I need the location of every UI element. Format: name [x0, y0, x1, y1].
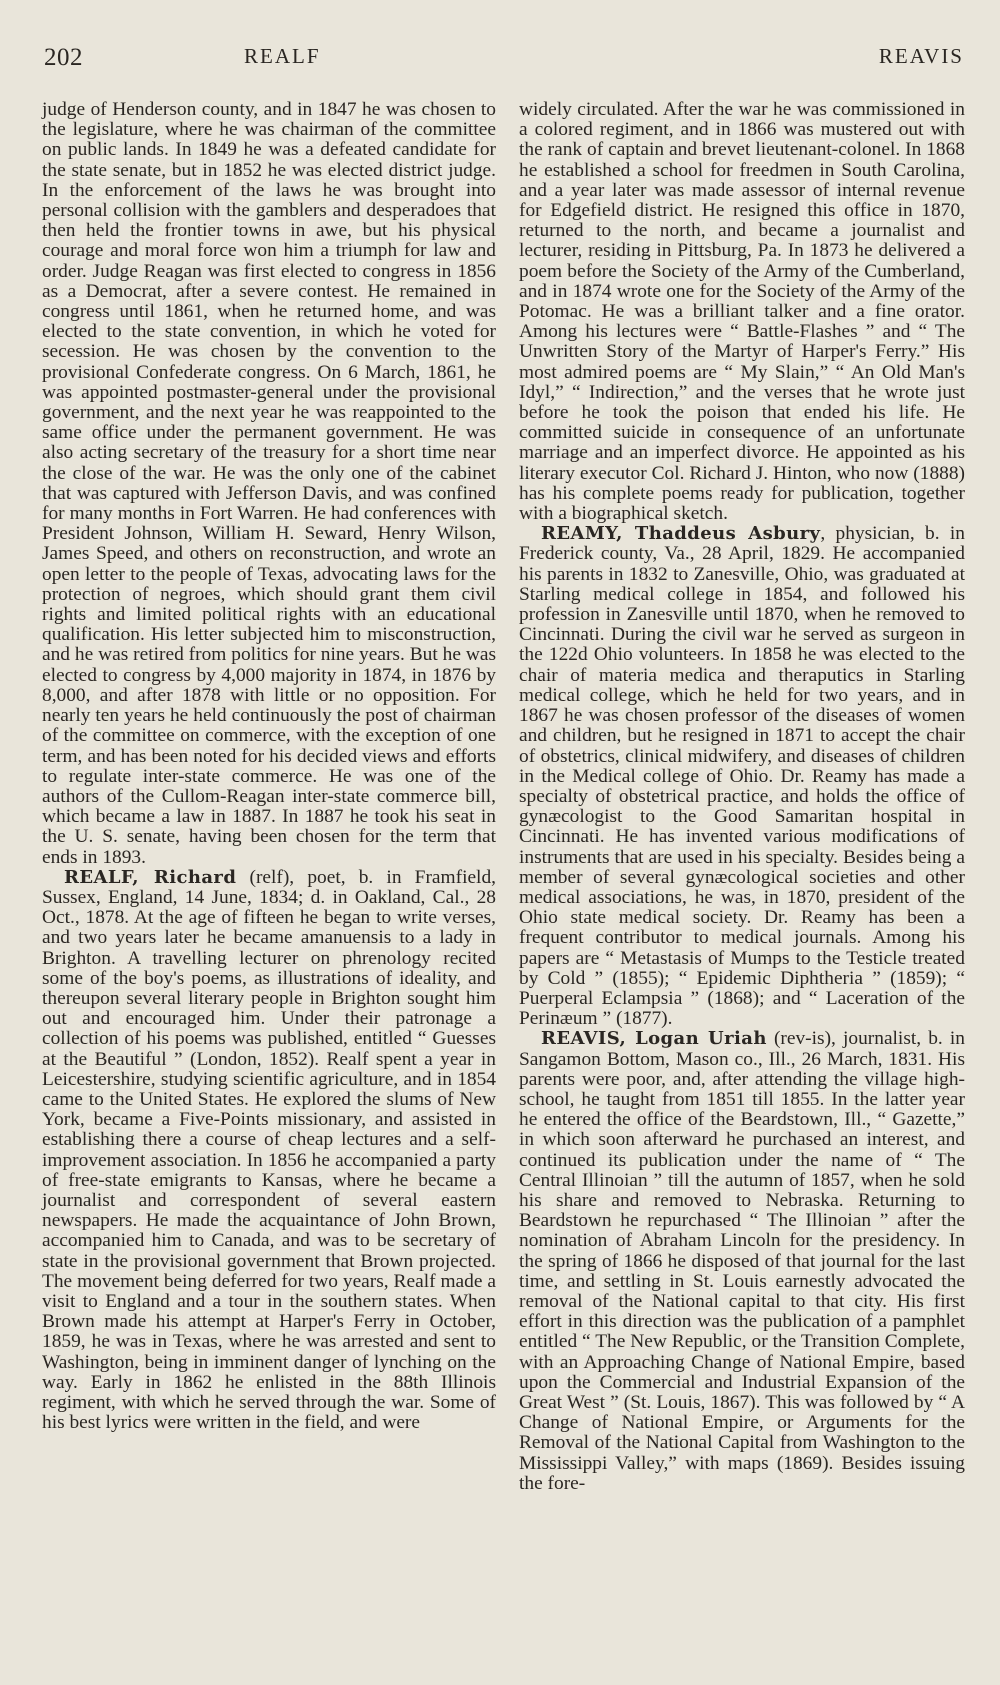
page-number: 202: [44, 44, 83, 71]
reagan-continued-paragraph: judge of Henderson county, and in 1847 he was chosen to the legislature, where he was chairman of the committee on public lands. In 1849 he was a defeated candidate for the state senate, but in 1852 he was elected district judge. In the enforcement of the laws he was brought into personal collision with the gamblers and desperadoes that then held the frontier towns in awe, but his physical courage and moral force won him a triumph for law and order. Judge Reagan was first elected to congress in 1856 as a Democrat, after a severe contest. He remained in congress until 1861, when he returned home, and was elected to the state convention, in which he voted for secession. He was chosen by the convention to the provisional Confederate congress. On 6 March, 1861, he was appointed postmaster-general under the provisional government, and the next year he was reappointed to the same office under the permanent government. He was also acting secretary of the treasury for a short time near the close of the war. He was the only one of the cabinet that was captured with Jefferson Davis, and was confined for many months in Fort Warren. He had conferences with President Johnson, William H. Seward, Henry Wilson, James Speed, and others on reconstruction, and wrote an open letter to the people of Texas, advocating laws for the protection of negroes, which should grant them civil rights and limited political rights with an educational qualification. His letter subjected him to misconstruction, and he was retired from politics for nine years. But he was elected to congress by 4,000 majority in 1874, in 1876 by 8,000, and after 1878 with little or no opposition. For nearly ten years he held continuously the post of chairman of the committee on commerce, with the exception of one term, and has been noted for his decided views and efforts to regulate inter-state commerce. He was one of the authors of the Cullom-Reagan inter-state commerce bill, which became a law in 1887. In 1887 he took his seat in the U. S. senate, having been chosen for the term that ends in 1893.: [42, 99, 496, 868]
entry-reamy: [519, 524, 965, 1029]
entry-realf: [42, 868, 496, 1434]
entry-text: (relf), poet, b. in Framfield, Sussex, England, 14 June, 1834; d. in Oakland, Cal., 28 Oct., 1878. At the age of fifteen he began to write verses, and two years later he became amanuensis to a lady in Brighton. A travelling lecturer on phrenology recited some of the boy's poems, as illustrations of ideality, and thereupon several literary people in Brighton sought him out and encouraged him. Under their patronage a collection of his poems was published, entitled “ Guesses at the Beautiful ” (London, 1852). Realf spent a year in Leicestershire, studying scientific agriculture, and in 1854 came to the United States. He explored the slums of New York, became a Five-Points missionary, and assisted in establishing there a course of cheap lectures and a self-improvement association. In 1856 he accompanied a party of free-state emigrants to Kansas, where he became a journalist and correspondent of several eastern newspapers. He made the acquaintance of John Brown, accompanied him to Canada, and was to be secretary of state in the provisional government that Brown projected. The movement being deferred for two years, Realf made a visit to England and a tour in the southern states. When Brown made his attempt at Harper's Ferry in October, 1859, he was in Texas, where he was arrested and sent to Washington, being in imminent danger of lynching on the way. Early in 1862 he enlisted in the 88th Illinois regiment, with which he served through the war. Some of his best lyrics were written in the field, and were: [42, 866, 496, 1434]
entry-headword: REALF, Richard: [64, 866, 237, 888]
entry-reavis: [519, 1029, 965, 1494]
entry-headword: REAVIS, Logan Uriah: [541, 1028, 767, 1050]
entry-text: , physician, b. in Frederick county, Va., 28 April, 1829. He accompanied his parents in 1832 to Zanesville, Ohio, was graduated at Starling medical college in 1854, and followed his profession in Zanesville until 1870, when he removed to Cincinnati. During the civil war he served as surgeon in the 122d Ohio volunteers. In 1858 he was elected to the chair of materia medica and theraputics in Starling medical college, which he held for two years, and in 1867 he was chosen professor of the diseases of women and children, but he resigned in 1871 to accept the chair of obstetrics, clinical midwifery, and diseases of children in the Medical college of Ohio. Dr. Reamy has made a specialty of obstetrical practice, and holds the office of gynæcologist to the Good Samaritan hospital in Cincinnati. He has invented various modifications of instruments that are used in his specialty. Besides being a member of several gynæcological societies and other medical associations, he was, in 1870, president of the Ohio state medical society. Dr. Reamy has been a frequent contributor to medical journals. Among his papers are “ Metastasis of Mumps to the Testicle treated by Cold ” (1855); “ Epidemic Diphtheria ” (1859); “ Puerperal Eclampsia ” (1868); and “ Laceration of the Perinæum ” (1877).: [519, 523, 965, 1030]
right-guide-word: REAVIS: [878, 44, 964, 68]
realf-continued-paragraph: widely circulated. After the war he was commissioned in a colored regiment, and in 1866 was mustered out with the rank of captain and brevet lieutenant-colonel. In 1868 he established a school for freedmen in South Carolina, and a year later was made assessor of internal revenue for Edgefield district. He resigned this office in 1870, returned to the north, and became a journalist and lecturer, residing in Pittsburg, Pa. In 1873 he delivered a poem before the Society of the Army of the Cumberland, and in 1874 wrote one for the Society of the Army of the Potomac. He was a brilliant talker and a fine orator. Among his lectures were “ Battle-Flashes ” and “ The Unwritten Story of the Martyr of Harper's Ferry.” His most admired poems are “ My Slain,” “ An Old Man's Idyl,” “ Indirection,” and the verses that he wrote just before he took the poison that ended his life. He committed suicide in consequence of an unfortunate marriage and an imperfect divorce. He appointed as his literary executor Col. Richard J. Hinton, who now (1888) has his complete poems ready for publication, together with a biographical sketch.: [519, 99, 965, 525]
left-column: [42, 100, 496, 1433]
left-guide-word: REALF: [244, 44, 321, 68]
page-header: [44, 44, 964, 84]
entry-text: (rev-is), journalist, b. in Sangamon Bottom, Mason co., Ill., 26 March, 1831. His parents were poor, and, after attending the village high-school, he taught from 1851 till 1855. In the latter year he entered the office of the Beardstown, Ill., “ Gazette,” in which soon afterward he purchased an interest, and continued its publication under the name of “ The Central Illinoian ” till the autumn of 1857, when he sold his share and removed to Nebraska. Returning to Beardstown he repurchased “ The Illinoian ” after the nomination of Abraham Lincoln for the presidency. In the spring of 1866 he disposed of that journal for the last time, and settling in St. Louis earnestly advocated the removal of the National capital to that city. His first effort in this direction was the publication of a pamphlet entitled “ The New Republic, or the Transition Complete, with an Approaching Change of National Empire, based upon the Commercial and Industrial Expansion of the Great West ” (St. Louis, 1867). This was followed by “ A Change of National Empire, or Arguments for the Removal of the National Capital from Washington to the Mississippi Valley,” with maps (1869). Besides issuing the fore-: [519, 1028, 965, 1494]
entry-headword: REAMY, Thaddeus Asbury: [541, 523, 821, 545]
right-column: [519, 100, 965, 1494]
